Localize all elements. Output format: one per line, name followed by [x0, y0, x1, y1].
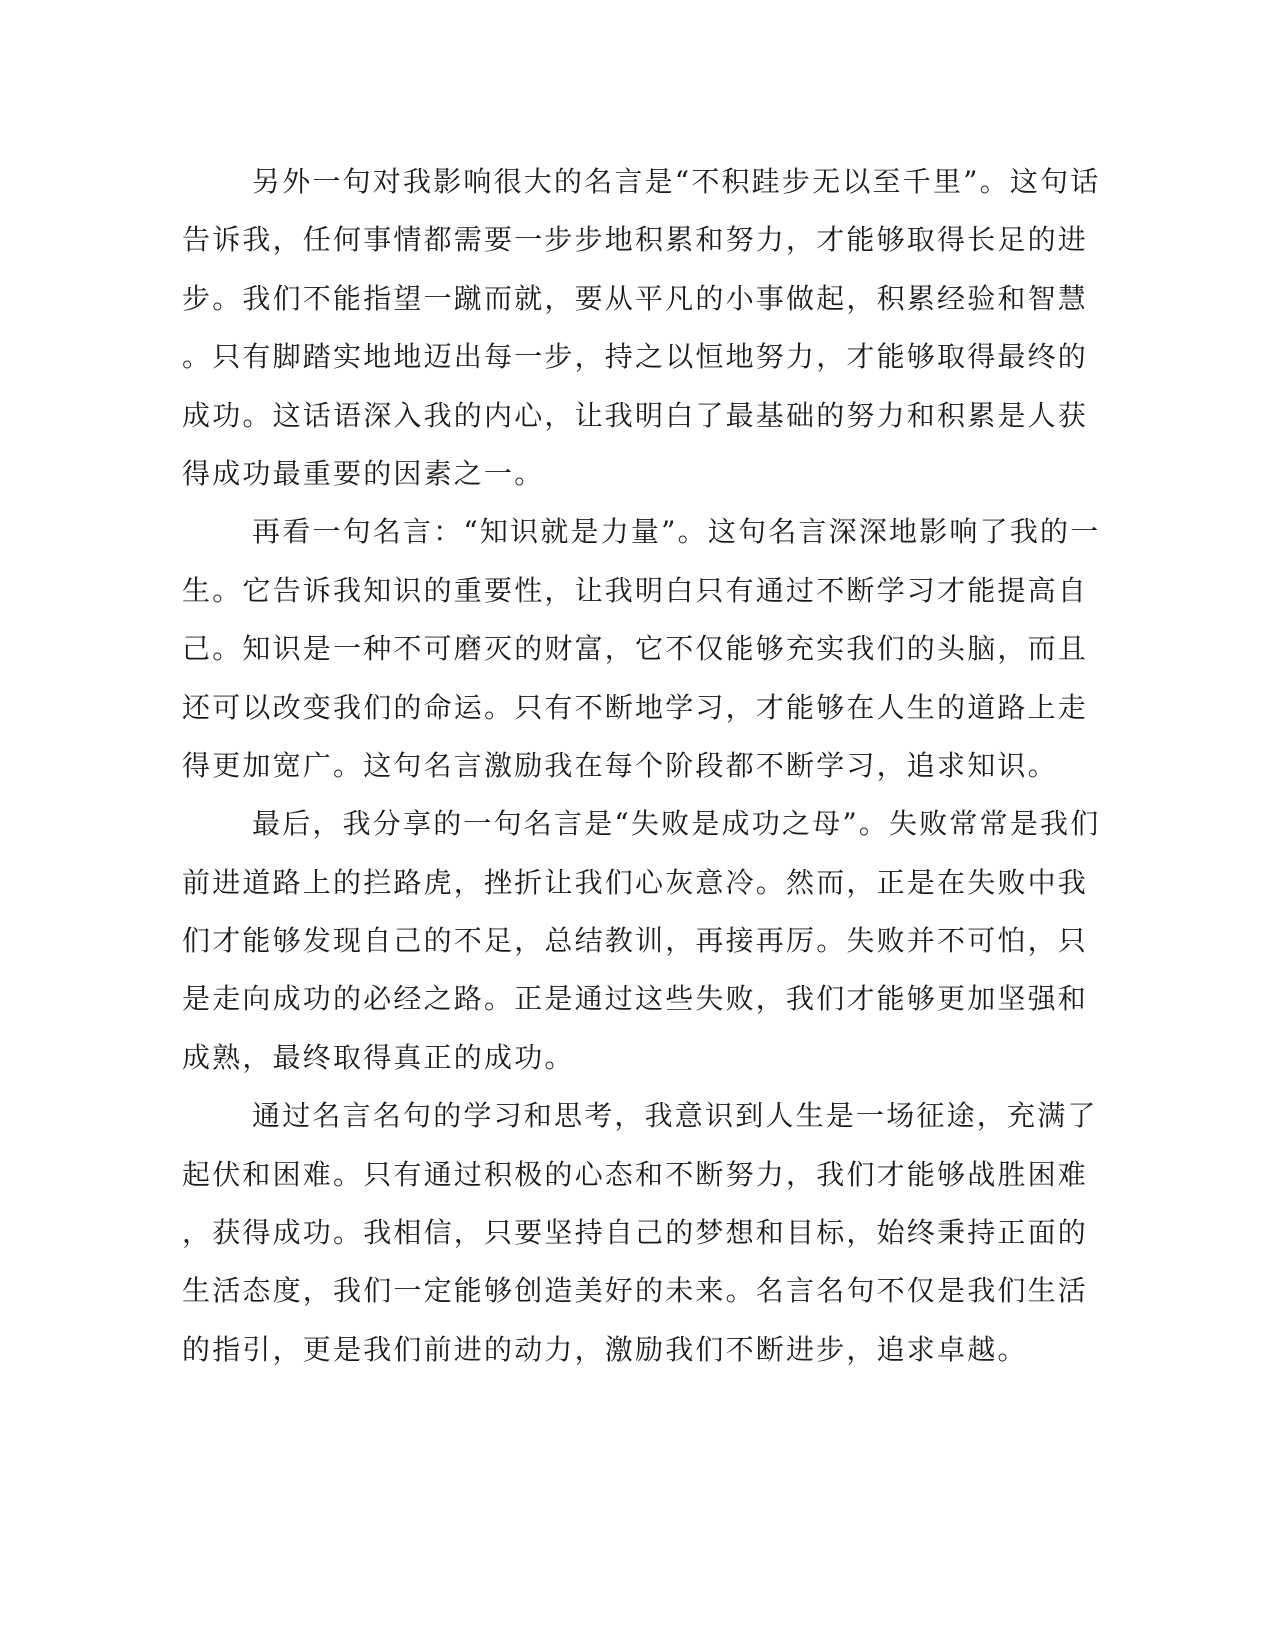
paragraph-line: 通过名言名句的学习和思考，我意识到人生是一场征途，充满了: [252, 1099, 1098, 1133]
paragraph-line: 步。我们不能指望一蹴而就，要从平凡的小事做起，积累经验和智慧: [182, 281, 1089, 315]
document-body: [182, 153, 1101, 1379]
paragraph-line: 生。它告诉我知识的重要性，让我明白只有通过不断学习才能提高自: [182, 573, 1089, 607]
paragraph-line: 告诉我，任何事情都需要一步步地积累和努力，才能够取得长足的进: [182, 223, 1089, 257]
paragraph-line: 们才能够发现自己的不足，总结教训，再接再厉。失败并不可怕，只: [182, 924, 1089, 958]
paragraph-line: 得更加宽广。这句名言激励我在每个阶段都不断学习，追求知识。: [182, 748, 1058, 782]
paragraph-line: 是走向成功的必经之路。正是通过这些失败，我们才能够更加坚强和: [182, 982, 1089, 1016]
paragraph-line: 起伏和困难。只有通过积极的心态和不断努力，我们才能够战胜困难: [182, 1157, 1089, 1191]
paragraph-line: 成熟，最终取得真正的成功。: [182, 1040, 575, 1074]
paragraph-1: [182, 153, 1101, 503]
paragraph-line: 得成功最重要的因素之一。: [182, 456, 545, 490]
paragraph-4: [182, 1087, 1098, 1379]
paragraph-line: 再看一句名言：“知识就是力量”。这句名言深深地影响了我的一: [252, 515, 1101, 549]
paragraph-3: [182, 795, 1101, 1087]
paragraph-line: 前进道路上的拦路虎，挫折让我们心灰意冷。然而，正是在失败中我: [182, 865, 1089, 899]
paragraph-line: 生活态度，我们一定能够创造美好的未来。名言名句不仅是我们生活: [182, 1274, 1089, 1308]
paragraph-line: 最后，我分享的一句名言是“失败是成功之母”。失败常常是我们: [252, 807, 1101, 841]
paragraph-line: 另外一句对我影响很大的名言是“不积跬步无以至千里”。这句话: [252, 165, 1101, 198]
paragraph-line: 的指引，更是我们前进的动力，激励我们不断进步，追求卓越。: [182, 1332, 1028, 1366]
paragraph-line: 己。知识是一种不可磨灭的财富，它不仅能够充实我们的头脑，而且: [182, 632, 1089, 666]
paragraph-line: 。只有脚踏实地地迈出每一步，持之以恒地努力，才能够取得最终的: [182, 340, 1089, 374]
paragraph-line: 成功。这话语深入我的内心，让我明白了最基础的努力和积累是人获: [182, 398, 1089, 432]
paragraph-line: 还可以改变我们的命运。只有不断地学习，才能够在人生的道路上走: [182, 690, 1089, 724]
paragraph-2: [182, 503, 1101, 795]
paragraph-line: ，获得成功。我相信，只要坚持自己的梦想和目标，始终秉持正面的: [182, 1216, 1089, 1250]
